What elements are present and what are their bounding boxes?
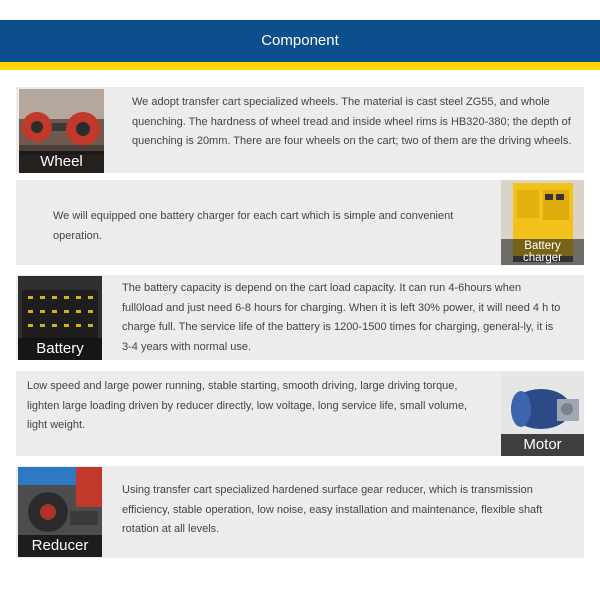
section-wheel xyxy=(16,87,584,173)
wheel-description: We adopt transfer cart specialized wheels. The material is cast steel ZG55, and whole quenching. The hardness of wheel tread and inside wheel rims is HB320-380; the depth of quenching is 20mm. There are four wheels on the cart; two of them are the driving wheels. xyxy=(132,96,572,147)
wheel-caption: Wheel xyxy=(19,151,104,173)
battery-charger-image xyxy=(501,180,584,265)
header-accent-stripe xyxy=(0,62,600,70)
battery-charger-caption xyxy=(501,239,584,265)
reducer-description: Using transfer cart specialized hardened surface gear reducer, which is transmission efficiency, stable operation, low noise, easy installation and maintenance, flexible shaft rotation at all levels. xyxy=(122,484,543,535)
motor-caption: Motor xyxy=(501,434,584,456)
battery-charger-caption-line1: Battery xyxy=(524,240,561,252)
motor-description: Low speed and large power running, stable starting, smooth driving, large driving torque, lighten large loading driven by reducer directly, low voltage, long service life, small volume, light weight. xyxy=(27,380,468,431)
page-header xyxy=(0,20,600,62)
reducer-caption: Reducer xyxy=(18,535,102,557)
battery-description: The battery capacity is depend on the cart load capacity. It can run 4-6hours when full0load and just need 6-8 hours for charging. When it is left 30% power, it will need 4 h to charge full. The service life of the battery is 1200-1500 times for charging, general-ly, it is 3-4 years with normal use. xyxy=(122,282,561,353)
section-battery-charger xyxy=(16,180,584,265)
wheel-image xyxy=(19,89,104,173)
battery-image xyxy=(18,276,102,360)
battery-charger-description: We will equipped one battery charger for each cart which is simple and convenient operation. xyxy=(53,210,454,242)
section-battery xyxy=(16,275,584,360)
section-reducer xyxy=(16,466,584,558)
page-title: Component xyxy=(261,32,339,49)
battery-caption: Battery xyxy=(18,338,102,360)
section-motor xyxy=(16,371,584,456)
battery-charger-caption-line2: charger xyxy=(523,252,562,264)
reducer-image xyxy=(18,467,102,557)
motor-image xyxy=(501,371,584,456)
